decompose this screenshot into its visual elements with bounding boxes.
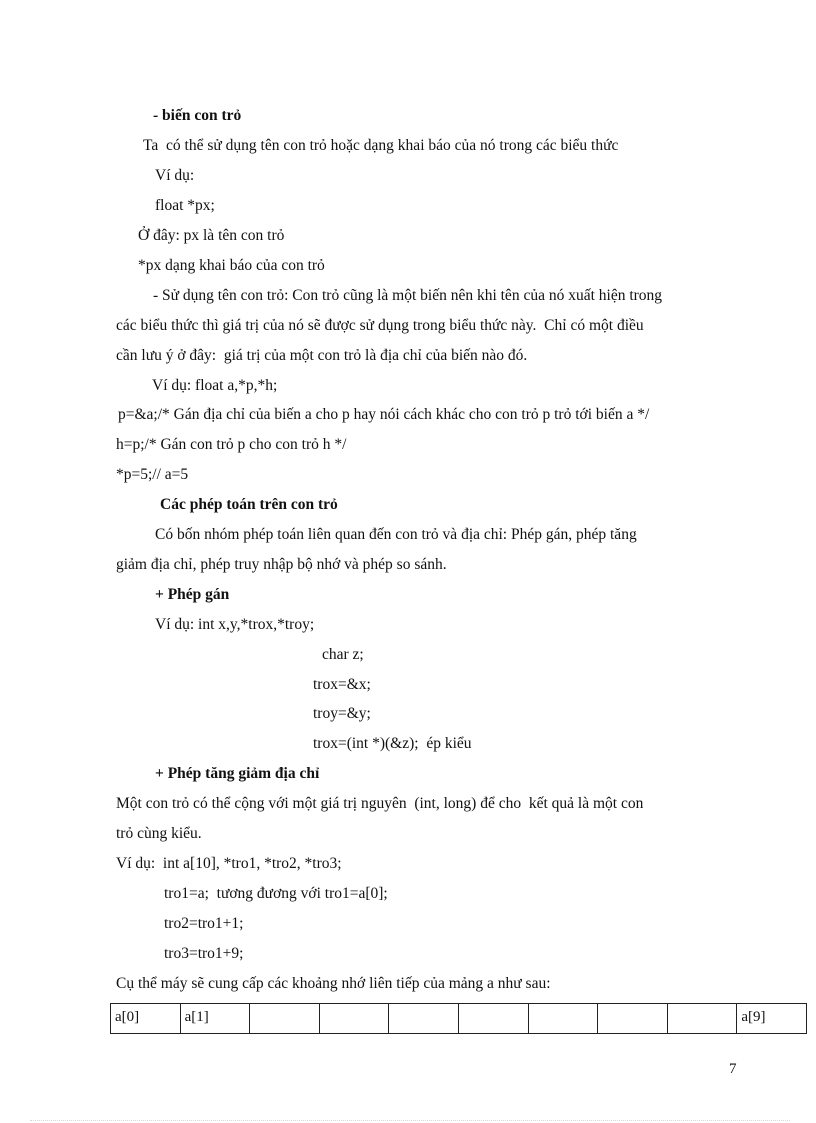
paragraph-line: Có bốn nhóm phép toán liên quan đến con trỏ và địa chỉ: Phép gán, phép tăng [155,526,637,543]
table-cell [458,1004,528,1034]
paragraph-line: *px dạng khai báo của con trỏ [138,257,325,274]
heading-pointer-variable: - biến con trỏ [153,107,242,124]
table-cell [598,1004,668,1034]
paragraph-line: Ở đây: px là tên con trỏ [138,227,285,244]
code-line: tro1=a; tương đương với tro1=a[0]; [164,885,388,902]
paragraph-line: Một con trỏ có thể cộng với một giá trị nguyên (int, long) để cho kết quả là một con [116,795,644,812]
code-line: p=&a;/* Gán địa chỉ của biến a cho p hay nói cách khác cho con trỏ p trỏ tới biến a */ [118,406,650,423]
code-line: h=p;/* Gán con trỏ p cho con trỏ h */ [116,436,347,453]
heading-pointer-operations: Các phép toán trên con trỏ [160,496,338,513]
example-label: Ví dụ: [155,167,195,184]
paragraph-line: cần lưu ý ở đây: giá trị của một con trỏ là địa chỉ của biến nào đó. [116,347,528,364]
code-line: trox=&x; [313,676,371,693]
table-cell [250,1004,320,1034]
table-cell [528,1004,598,1034]
paragraph-line: - Sử dụng tên con trỏ: Con trỏ cũng là một biến nên khi tên của nó xuất hiện trong [153,287,663,304]
table-cell: a[0] [111,1004,181,1034]
paragraph-line: giảm địa chỉ, phép truy nhập bộ nhớ và phép so sánh. [116,556,447,573]
paragraph-line: Cụ thể máy sẽ cung cấp các khoảng nhớ liên tiếp của mảng a như sau: [116,975,551,992]
code-line: tro2=tro1+1; [164,915,244,932]
table-cell: a[1] [180,1004,250,1034]
table-row [111,1004,807,1034]
code-line: trox=(int *)(&z); ép kiểu [313,735,472,752]
code-line: Ví dụ: int a[10], *tro1, *tro2, *tro3; [116,855,342,872]
heading-assignment: + Phép gán [155,586,230,603]
code-line: Ví dụ: int x,y,*trox,*troy; [155,616,315,633]
memory-array-table [110,1003,807,1034]
code-line: tro3=tro1+9; [164,945,244,962]
code-line: float *px; [155,197,215,214]
table-cell [667,1004,737,1034]
heading-address-arithmetic: + Phép tăng giảm địa chỉ [155,765,320,782]
table-cell: a[9] [737,1004,807,1034]
page-bottom-divider [30,1120,790,1121]
code-line: troy=&y; [313,705,371,722]
paragraph-line: Ta có thể sử dụng tên con trỏ hoặc dạng khai báo của nó trong các biểu thức [143,137,619,154]
code-line: *p=5;// a=5 [116,466,189,483]
table-cell [389,1004,459,1034]
paragraph-line: các biểu thức thì giá trị của nó sẽ được sử dụng trong biểu thức này. Chỉ có một điều [116,317,644,334]
code-line: char z; [322,646,364,663]
page-number: 7 [729,1061,737,1077]
paragraph-line: trỏ cùng kiểu. [116,825,202,842]
code-line: Ví dụ: float a,*p,*h; [152,377,278,394]
table-cell [319,1004,389,1034]
